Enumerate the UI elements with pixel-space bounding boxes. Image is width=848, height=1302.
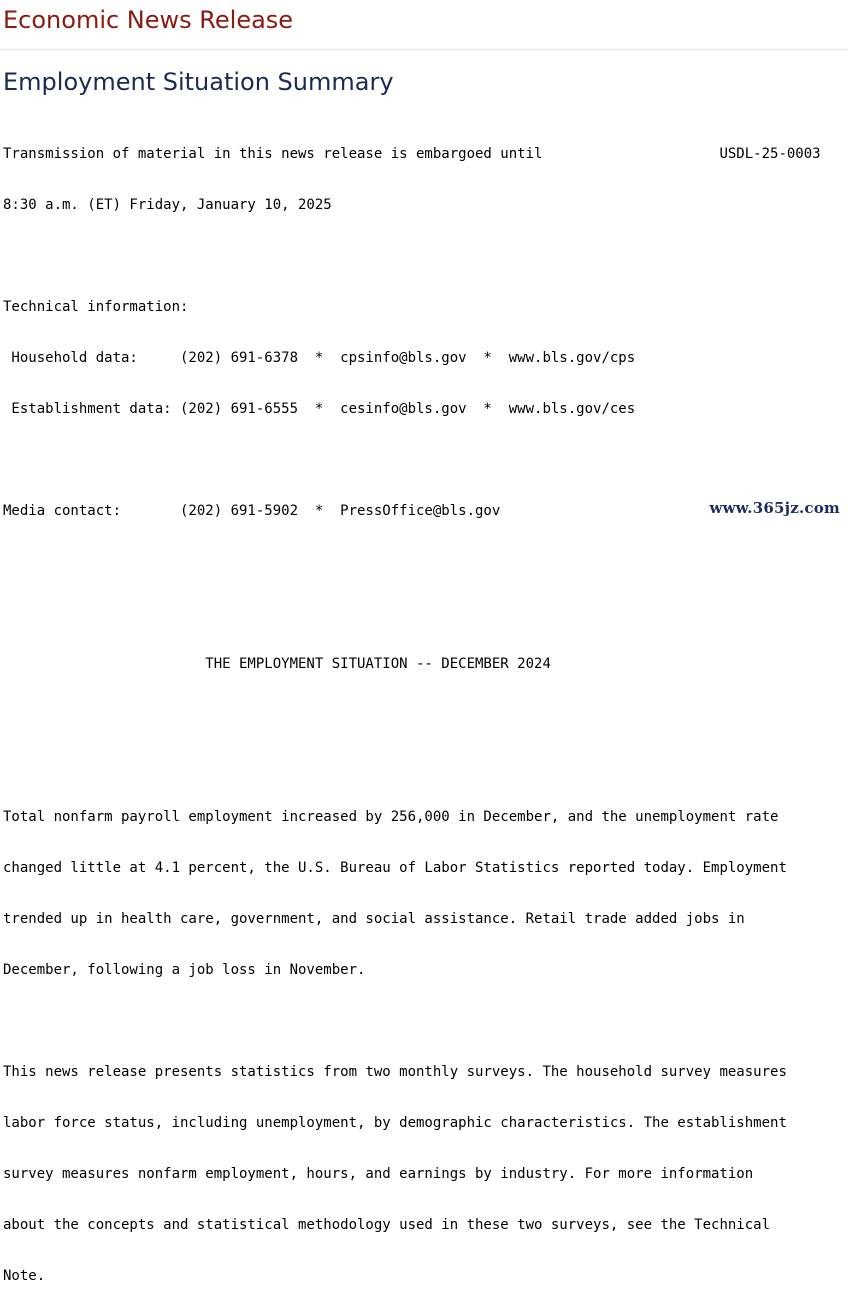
release-line [3, 248, 821, 265]
release-line: labor force status, including unemployment, by demographic characteristics. The establishment [3, 1115, 787, 1131]
release-line [3, 1013, 821, 1030]
release-line: trended up in health care, government, and social assistance. Retail trade added jobs in [3, 911, 745, 927]
release-line: Establishment data: (202) 691-6555 * cesinfo@bls.gov * www.bls.gov/ces [3, 401, 636, 417]
release-line [3, 605, 821, 622]
release-line: Household data: (202) 691-6378 * cpsinfo@bls.gov * www.bls.gov/cps [3, 350, 636, 366]
release-line: Media contact: (202) 691-5902 * PressOffice@bls.gov [3, 503, 501, 519]
release-line: Technical information: [3, 299, 189, 315]
release-line: survey measures nonfarm employment, hours, and earnings by industry. For more information [3, 1166, 754, 1182]
release-line: Transmission of material in this news release is embargoed until USDL-25-0003 [3, 146, 821, 162]
release-line: Note. [3, 1268, 46, 1284]
page-title: Employment Situation Summary [3, 68, 394, 96]
release-line: Total nonfarm payroll employment increased by 256,000 in December, and the unemployment rate [3, 809, 779, 825]
release-line [3, 758, 821, 775]
release-text [3, 112, 821, 1302]
release-line [3, 554, 821, 571]
release-line [3, 707, 821, 724]
release-line: 8:30 a.m. (ET) Friday, January 10, 2025 [3, 197, 332, 213]
header-title: Economic News Release [3, 6, 294, 34]
release-line [3, 452, 821, 469]
release-line: THE EMPLOYMENT SITUATION -- DECEMBER 2024 [3, 656, 551, 672]
release-line: This news release presents statistics from two monthly surveys. The household survey measures [3, 1064, 787, 1080]
release-line: changed little at 4.1 percent, the U.S. Bureau of Labor Statistics reported today. Employment [3, 860, 787, 876]
release-line: about the concepts and statistical methodology used in these two surveys, see the Technical [3, 1217, 771, 1233]
watermark: www.365jz.com [709, 499, 840, 517]
release-line: December, following a job loss in November. [3, 962, 366, 978]
header-divider [0, 49, 848, 50]
